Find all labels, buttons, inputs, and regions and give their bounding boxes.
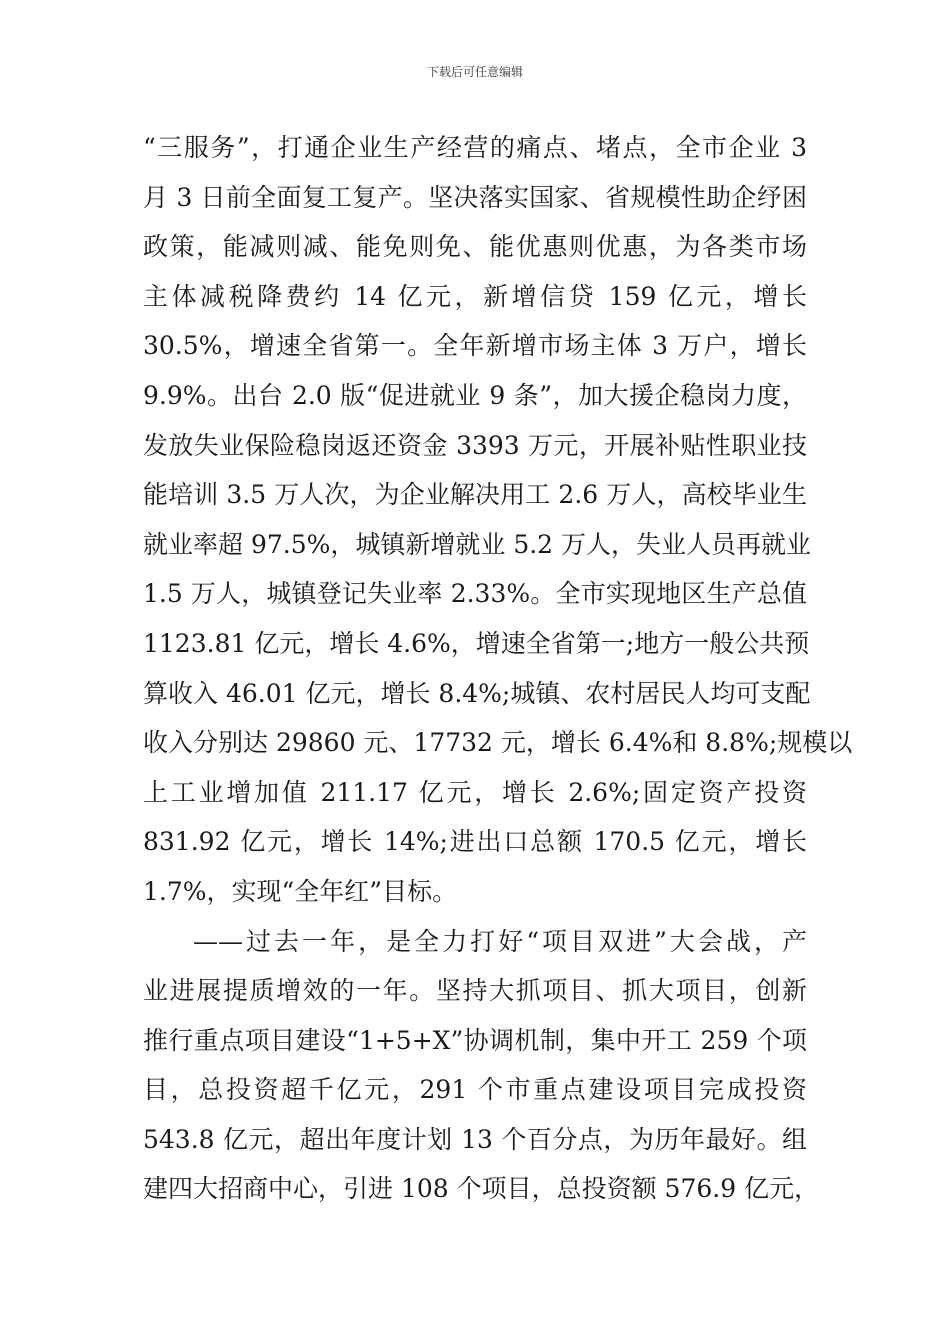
text-line: 收入分别达 29860 元、17732 元，增长 6.4%和 8.8%;规模以 bbox=[143, 728, 853, 758]
text-line: 业进展提质增效的一年。坚持大抓项目、抓大项目，创新 bbox=[143, 976, 807, 1006]
page-header-note: 下载后可任意编辑 bbox=[426, 65, 523, 79]
text-line: 831.92 亿元，增长 14%;进出口总额 170.5 亿元，增长 bbox=[143, 827, 807, 857]
text-line: 月 3 日前全面复工复产。坚决落实国家、省规模性助企纾困 bbox=[143, 182, 807, 212]
text-line: 主体减税降费约 14 亿元，新增信贷 159 亿元，增长 bbox=[143, 281, 807, 311]
text-line: 30.5%，增速全省第一。全年新增市场主体 3 万户，增长 bbox=[143, 331, 807, 361]
text-line: 推行重点项目建设“1+5+X”协调机制，集中开工 259 个项 bbox=[143, 1025, 807, 1055]
text-line: 上工业增加值 211.17 亿元，增长 2.6%;固定资产投资 bbox=[143, 777, 807, 807]
text-line: 就业率超 97.5%，城镇新增就业 5.2 万人，失业人员再就业 bbox=[143, 529, 812, 559]
text-line: “三服务”，打通企业生产经营的痛点、堵点，全市企业 3 bbox=[143, 133, 807, 162]
text-line: ——过去一年，是全力打好“项目双进”大会战，产 bbox=[193, 926, 807, 956]
text-line: 1.7%，实现“全年红”目标。 bbox=[143, 876, 458, 906]
text-line: 1123.81 亿元，增长 4.6%，增速全省第一;地方一般公共预 bbox=[143, 628, 810, 658]
text-line: 建四大招商中心，引进 108 个项目，总投资额 576.9 亿元， bbox=[143, 1174, 820, 1204]
text-line: 发放失业保险稳岗返还资金 3393 万元，开展补贴性职业技 bbox=[143, 430, 807, 460]
text-line: 算收入 46.01 亿元，增长 8.4%;城镇、农村居民人均可支配 bbox=[143, 678, 811, 708]
paragraph-1 bbox=[143, 128, 853, 922]
text-line: 9.9%。出台 2.0 版“促进就业 9 条”，加大援企稳岗力度， bbox=[143, 380, 807, 410]
text-line: 政策，能减则减、能免则免、能优惠则优惠，为各类市场 bbox=[143, 232, 807, 262]
paragraph-2 bbox=[143, 922, 820, 1220]
document-body bbox=[143, 128, 853, 1219]
text-line: 能培训 3.5 万人次，为企业解决用工 2.6 万人，高校毕业生 bbox=[143, 480, 807, 510]
text-line: 1.5 万人，城镇登记失业率 2.33%。全市实现地区生产总值 bbox=[143, 579, 807, 609]
text-line: 目，总投资超千亿元，291 个市重点建设项目完成投资 bbox=[143, 1075, 807, 1105]
text-line: 543.8 亿元，超出年度计划 13 个百分点，为历年最好。组 bbox=[143, 1124, 807, 1154]
